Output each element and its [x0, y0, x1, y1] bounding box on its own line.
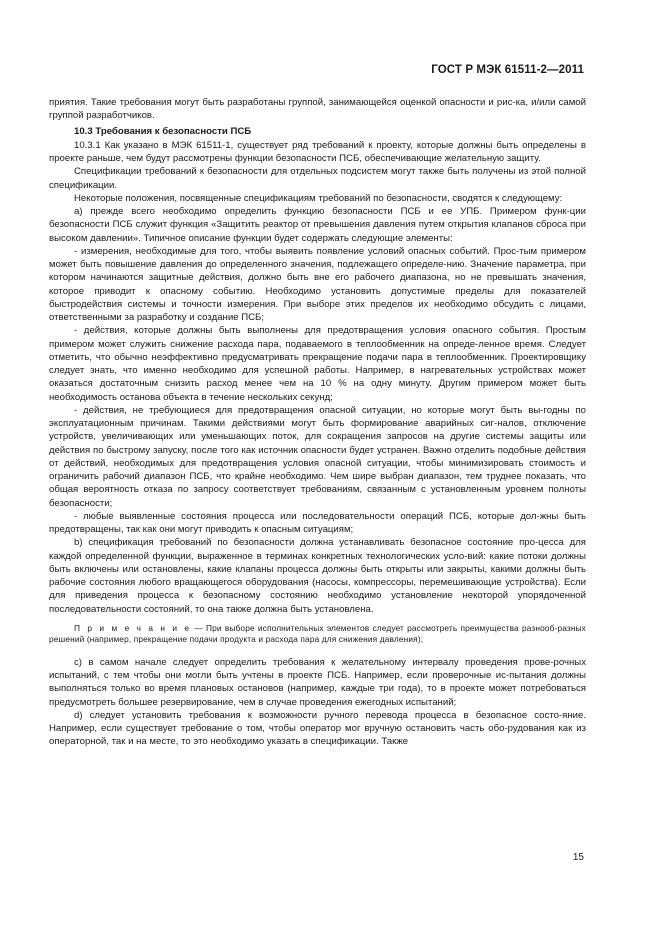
dash-item: - действия, которые должны быть выполнены для предотвращения условия опасного события. Простым примером может служить снижение расхода пара, подаваемого в теплообменник на опреде-ленное время. Следует отметить, что обычно неэффективно предусматривать прекращение подачи пара в теплообменник. Проектировщику следует знать, что именно необходимо для успешной работы. Например, в нагревательных устройствах может оказаться достаточным снизить расход менее чем на 10 % на одну минуту. Другим примером может быть необходимость останова объекта в течение нескольких секунд;	[49, 325, 586, 403]
page-number: 15	[572, 852, 584, 863]
section-heading: 10.3 Требования к безопасности ПСБ	[74, 125, 252, 137]
note	[49, 623, 586, 646]
list-item-a: а) прежде всего необходимо определить функцию безопасности ПСБ и ее УПБ. Примером функ-ции безопасности ПСБ служит функция «Защитить реактор от превышения давления путем открытия клапанов сброса при высоком давлении». Типичное описание функции будет содержать следующие элементы:	[49, 206, 586, 244]
note-text: — При выборе исполнительных элементов следует рассмотреть преимущества разнооб-разных решений (например, прекращение подачи продукта и расхода пара для снижения давления);	[49, 622, 586, 645]
note-label: П р и м е ч а н и е	[74, 622, 192, 633]
list-item-d: d) следует установить требования к возможности ручного перевода процесса в безопасное состо-яние. Например, если существует требование о том, чтобы оператор мог вручную остановить часть обо-рудования как из операторной, так и на месте, то это необходимо указать в спецификации. Также	[49, 709, 586, 748]
paragraph: Некоторые положения, посвященные спецификациям требований по безопасности, сводятся к следующему:	[74, 192, 563, 204]
paragraph-continued: приятия. Такие требования могут быть разработаны группой, занимающейся оценкой опасности и рис-ка, и/или самой группой разработчиков.	[49, 97, 586, 122]
dash-item: - измерения, необходимые для того, чтобы выявить появление условий опасных событий. Прос-тым примером может быть повышение давления до определенного значения, подлежащего определе-нию. Значение параметра, при котором начинаются защитные действия, должно быть вне его рабочего диапазона, но не превышать значения, которое приводит к опасному событию. Необходимо установить допустимые пределы для показателей быстродействия системы и точности измерения. При выборе этих пределов их необходимо обсудить с лицами, ответственными за разработку и создание ПСБ;	[49, 245, 586, 323]
body-text	[49, 96, 586, 749]
paragraph: Спецификации требований к безопасности для отдельных подсистем могут также быть получены из этой полной спецификации.	[49, 166, 586, 191]
paragraph: 10.3.1 Как указано в МЭК 61511-1, существует ряд требований к проекту, которые должны быть определены в проекте раньше, чем будут рассмотрены функции безопасности ПСБ, обеспечивающие желательную защиту.	[49, 139, 586, 164]
dash-item: - действия, не требующиеся для предотвращения опасной ситуации, но которые могут быть вы-годны по эксплуатационным причинам. Такими действиями могут быть формирование аварийных сиг-налов, отключение устройств, увеличивающих или уменьшающих поток, для сокращения запросов на другие системы защиты или действия по быстрому запуску, после того как источник опасности будет устранен. Важно отделить подобные действия от действий, необходимых для предотвращения условия опасной ситуации, чтобы минимизировать стоимость и ограничить рабочий диапазон ПСБ, что крайне необходимо. Чем шире выбран диапазон, тем труднее показать, что общая вероятность отказа по запросу соответствует требованиям, связанным с установленным уровнем полноты безопасности;	[49, 404, 586, 509]
list-item-b: b) спецификация требований по безопасности должна устанавливать безопасное состояние про-цесса для каждой определенной функции, выраженное в терминах конкретных технологических усло-вий: какие потоки должны быть включены или остановлены, какие клапаны процесса должны быть открыты или закрыты, какими должны быть рабочие состояния любого вращающегося оборудования (насосы, компрессоры, перемешивающие устройства). Если для приведения процесса к безопасному состоянию необходимо установление некоторой упорядоченной последовательности состояний, то она также должна быть установлена.	[49, 537, 586, 615]
standard-header: ГОСТ Р МЭК 61511-2—2011	[431, 64, 584, 76]
list-item-c: c) в самом начале следует определить требования к желательному интервалу проведения прове-рочных испытаний, с тем чтобы они могли быть учтены в проекте ПСБ. Например, если проверочные ис-пытания должны выполняться только во время плановых остановов (например, каждые три года), то в проекте может потребоваться предусмотреть большее резервирование, чем в случае проведения ежегодных испытаний;	[49, 656, 586, 708]
dash-item: - любые выявленные состояния процесса или последовательности операций ПСБ, которые дол-жны быть предотвращены, так как они могут приводить к опасным ситуациям;	[49, 510, 586, 535]
